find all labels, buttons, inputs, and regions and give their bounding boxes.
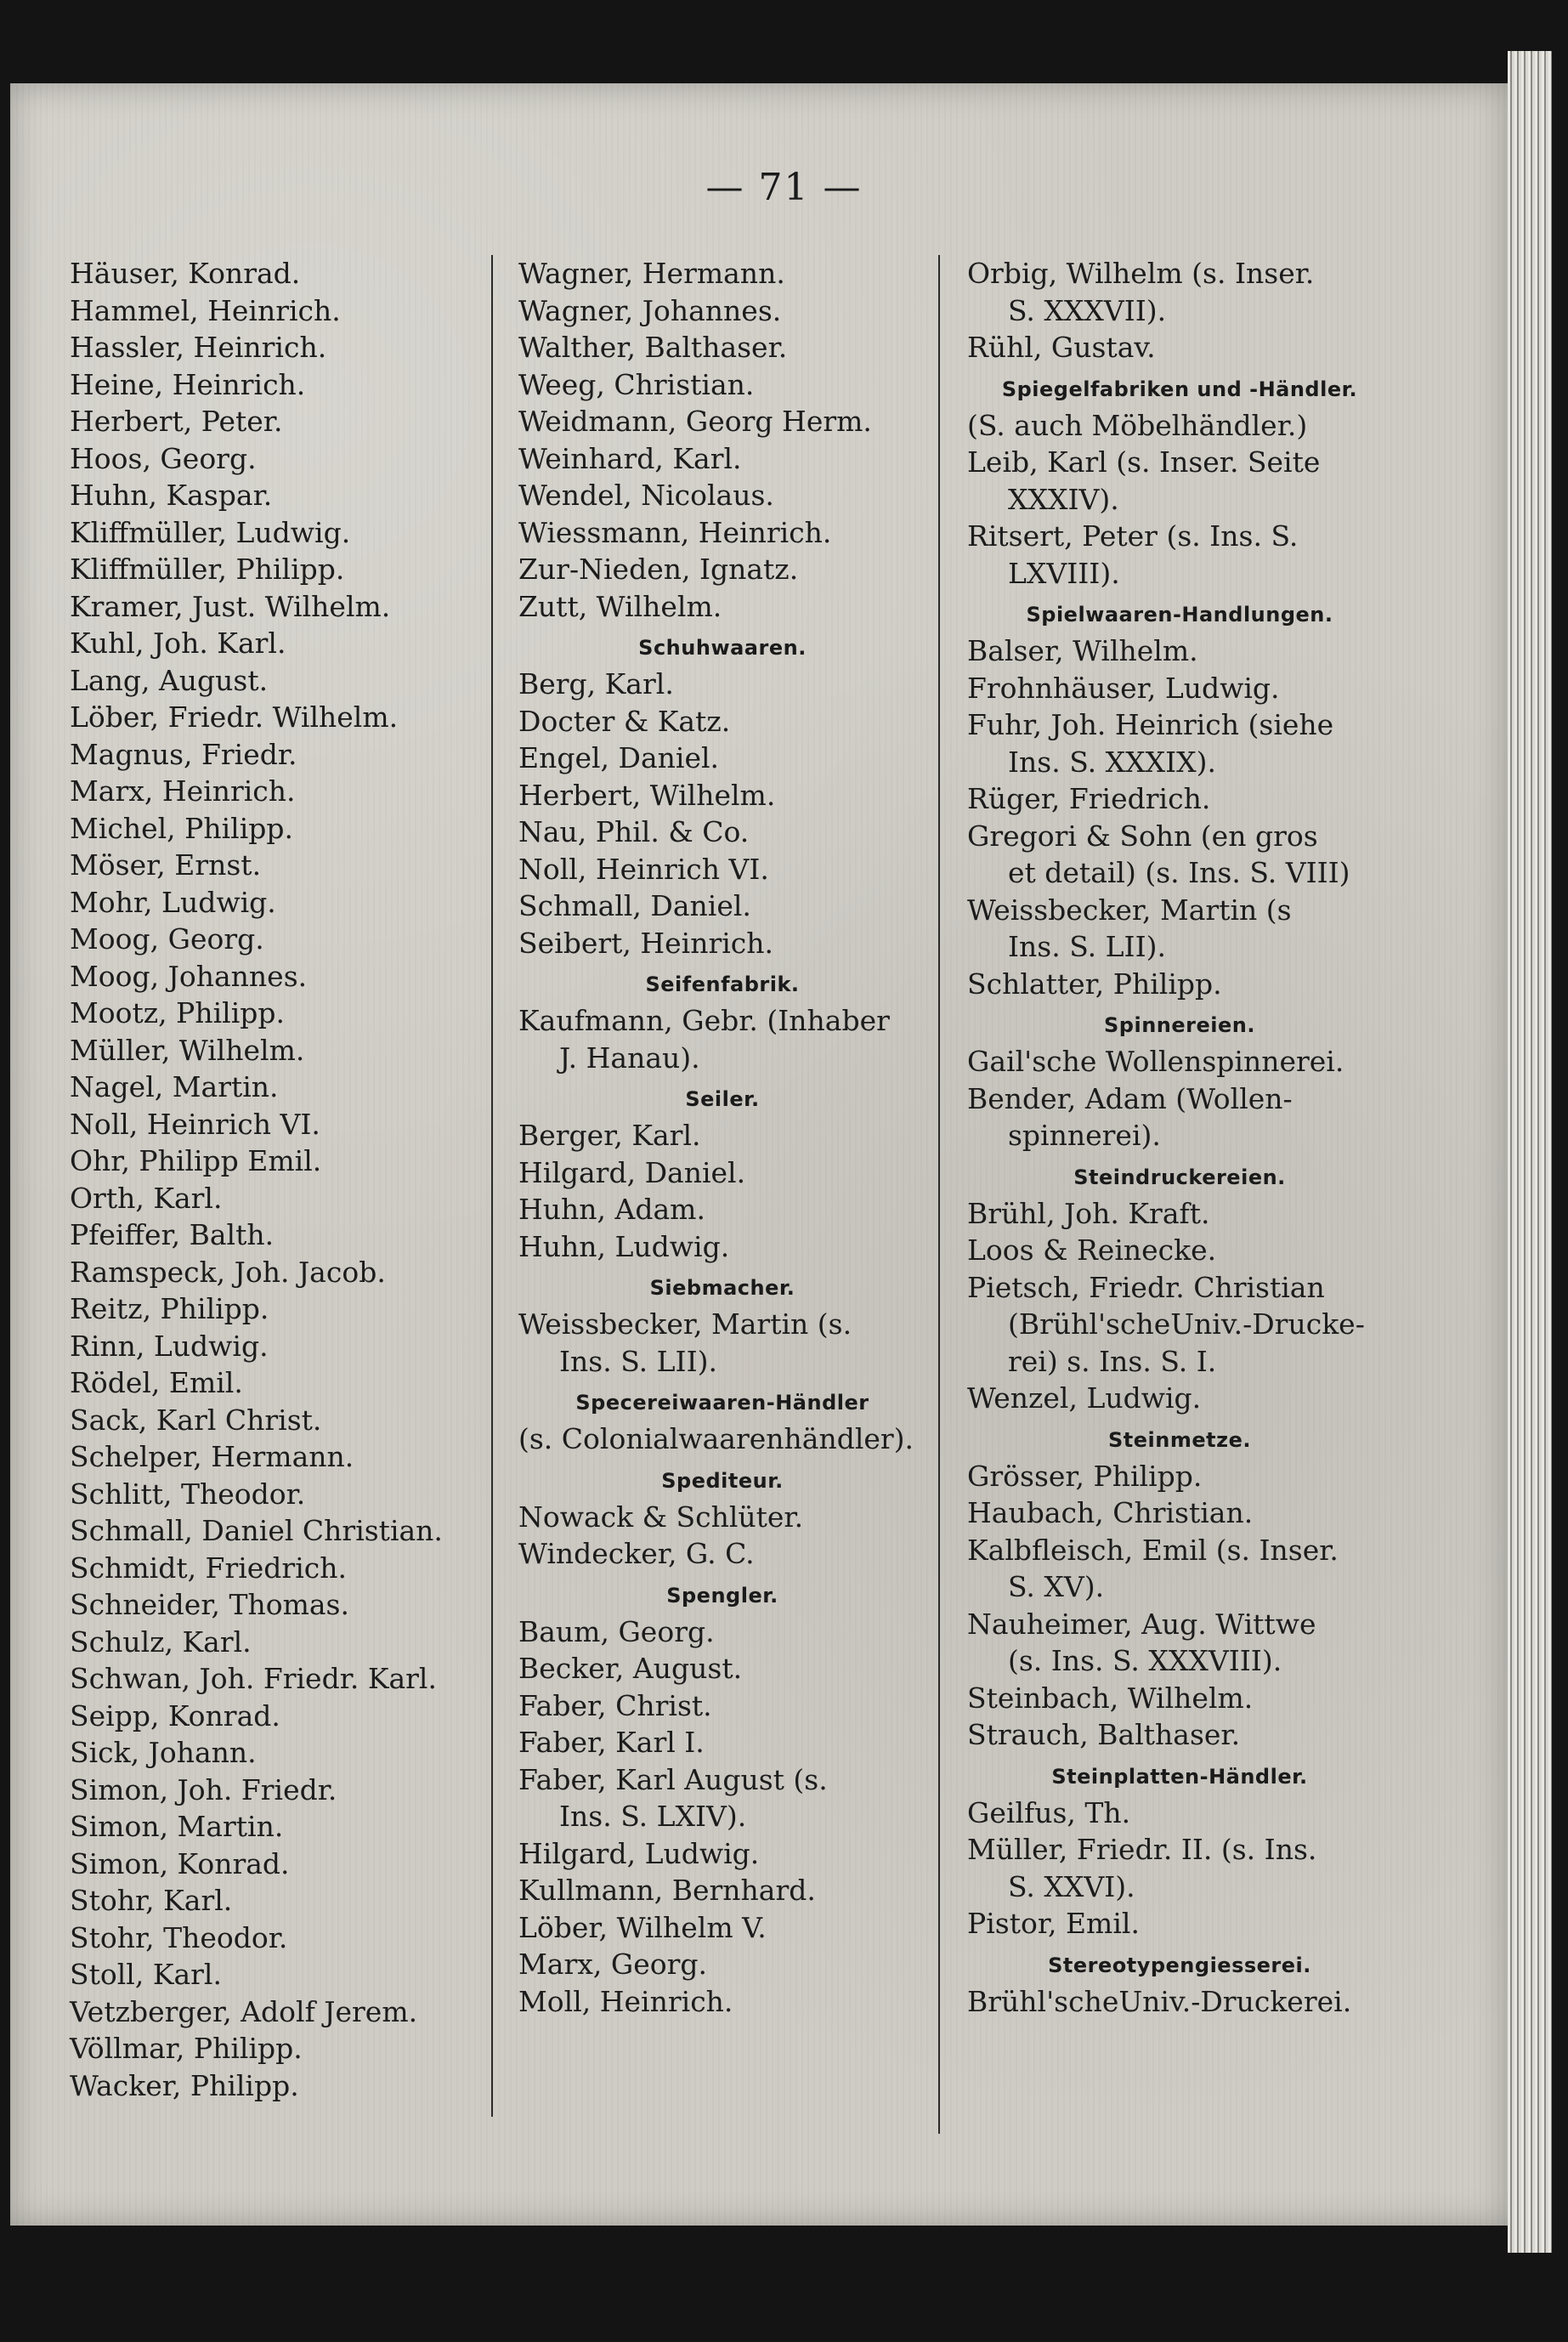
trade-section bbox=[518, 1583, 926, 2021]
column-2 bbox=[518, 255, 926, 2020]
directory-entry: Zur-Nieden, Ignatz. bbox=[518, 553, 799, 586]
entry-line: Nauheimer, Aug. Wittwe bbox=[967, 1607, 1316, 1641]
directory-entry: Vetzberger, Adolf Jerem. bbox=[70, 1994, 418, 2028]
directory-entry: Seipp, Konrad. bbox=[70, 1698, 280, 1732]
directory-entry: Walther, Balthaser. bbox=[518, 331, 788, 364]
section-heading: Stereotypengiesserei. bbox=[1048, 1953, 1311, 1977]
trade-section bbox=[518, 635, 926, 961]
directory-entry: Häuser, Konrad. bbox=[70, 257, 301, 290]
directory-entry: Schmall, Daniel. bbox=[518, 889, 751, 922]
directory-entry: Sick, Johann. bbox=[70, 1736, 257, 1769]
directory-entry: Marx, Heinrich. bbox=[70, 774, 296, 808]
section-heading: Spinnereien. bbox=[1104, 1013, 1255, 1037]
entry-continuation: Ins. S. LII). bbox=[1008, 930, 1166, 963]
directory-entry: Gail'sche Wollenspinnerei. bbox=[967, 1045, 1344, 1078]
trade-section bbox=[518, 1086, 926, 1265]
entry-continuation: Ins. S. LII). bbox=[559, 1344, 717, 1378]
directory-entry: Reitz, Philipp. bbox=[70, 1292, 269, 1325]
entry-continuation: LXVIII). bbox=[1008, 556, 1120, 590]
directory-entry: Nau, Phil. & Co. bbox=[518, 815, 750, 848]
entry-continuation: (Brühl'scheUniv.-Drucke- bbox=[1008, 1307, 1365, 1341]
directory-entry: Simon, Konrad. bbox=[70, 1846, 290, 1880]
directory-entry: Noll, Heinrich VI. bbox=[518, 852, 769, 886]
directory-entry: Seibert, Heinrich. bbox=[518, 926, 774, 960]
directory-entry: Docter & Katz. bbox=[518, 704, 731, 738]
directory-entry: Wagner, Hermann. bbox=[518, 257, 785, 290]
directory-entry: Wendel, Nicolaus. bbox=[518, 479, 774, 512]
entry-continuation: J. Hanau). bbox=[559, 1041, 700, 1075]
entry-line: Gregori & Sohn (en gros bbox=[967, 819, 1318, 853]
entry-continuation: S. XXVI). bbox=[1008, 1869, 1135, 1903]
directory-entry: Völlmar, Philipp. bbox=[70, 2032, 303, 2065]
directory-entry: Grösser, Philipp. bbox=[967, 1459, 1203, 1493]
entry-continuation: (s. Ins. S. XXXVIII). bbox=[1008, 1644, 1282, 1677]
section-heading: Spengler. bbox=[666, 1583, 778, 1608]
trade-section bbox=[967, 602, 1392, 1002]
directory-entry: Herbert, Wilhelm. bbox=[518, 778, 776, 812]
section-heading: Siebmacher. bbox=[649, 1276, 795, 1300]
directory-entry bbox=[967, 444, 1392, 518]
directory-entry bbox=[967, 1080, 1392, 1154]
directory-entry: Mootz, Philipp. bbox=[70, 996, 286, 1029]
directory-entry: Orth, Karl. bbox=[70, 1181, 223, 1215]
directory-entry: Faber, Karl I. bbox=[518, 1726, 705, 1759]
entry-line: Bender, Adam (Wollen- bbox=[967, 1081, 1293, 1115]
directory-entry: Kliffmüller, Philipp. bbox=[70, 553, 345, 586]
entry-continuation: Ins. S. LXIV). bbox=[559, 1800, 747, 1833]
entry-line: Kalbfleisch, Emil (s. Inser. bbox=[967, 1533, 1339, 1567]
directory-entry: Nagel, Martin. bbox=[70, 1070, 279, 1103]
trade-section bbox=[967, 1012, 1392, 1154]
directory-entry: Marx, Georg. bbox=[518, 1948, 707, 1981]
directory-entry bbox=[967, 407, 1392, 445]
directory-entry: Steinbach, Wilhelm. bbox=[967, 1681, 1254, 1715]
directory-entry: Herbert, Peter. bbox=[70, 405, 283, 438]
directory-entry: Schneider, Thomas. bbox=[70, 1588, 349, 1621]
entry-continuation: XXXIV). bbox=[1008, 482, 1119, 516]
directory-entry: Magnus, Friedr. bbox=[70, 737, 297, 771]
column-rule-right bbox=[938, 255, 940, 2134]
directory-entry: Brühl, Joh. Kraft. bbox=[967, 1196, 1210, 1230]
entry-line: Leib, Karl (s. Inser. Seite bbox=[967, 445, 1321, 479]
directory-entry: Ohr, Philipp Emil. bbox=[70, 1144, 322, 1177]
directory-entry: Stoll, Karl. bbox=[70, 1958, 222, 1991]
directory-entry: Wiessmann, Heinrich. bbox=[518, 515, 832, 549]
directory-entry bbox=[967, 818, 1392, 892]
entry-line: Faber, Karl August (s. bbox=[518, 1762, 828, 1796]
directory-entry bbox=[518, 1761, 926, 1835]
section-heading: Schuhwaaren. bbox=[638, 636, 807, 660]
directory-entry: Kuhl, Joh. Karl. bbox=[70, 627, 286, 660]
section-heading: Seifenfabrik. bbox=[645, 973, 800, 996]
directory-entry: Hassler, Heinrich. bbox=[70, 331, 327, 364]
directory-entry bbox=[967, 255, 1392, 329]
directory-entry: Baum, Georg. bbox=[518, 1614, 715, 1648]
directory-entry: Heine, Heinrich. bbox=[70, 367, 306, 401]
directory-entry: Pistor, Emil. bbox=[967, 1907, 1140, 1940]
column-3 bbox=[967, 255, 1392, 2020]
directory-entry bbox=[967, 1831, 1392, 1905]
directory-entry: Zutt, Wilhelm. bbox=[518, 589, 722, 623]
directory-entry: Balser, Wilhelm. bbox=[967, 634, 1198, 667]
directory-entry: Moog, Georg. bbox=[70, 922, 264, 956]
directory-entry: Weinhard, Karl. bbox=[518, 441, 742, 475]
entry-line: Pietsch, Friedr. Christian bbox=[967, 1270, 1325, 1304]
entry-continuation: S. XXXVII). bbox=[1008, 293, 1167, 327]
entry-line: Kaufmann, Gebr. (Inhaber bbox=[518, 1004, 890, 1037]
section-heading: Steindruckereien. bbox=[1073, 1165, 1286, 1189]
directory-entry: Huhn, Adam. bbox=[518, 1193, 705, 1226]
directory-entry: Schlitt, Theodor. bbox=[70, 1477, 306, 1511]
directory-entry: Becker, August. bbox=[518, 1652, 743, 1685]
directory-entry: Stohr, Theodor. bbox=[70, 1920, 288, 1954]
directory-entry: Moog, Johannes. bbox=[70, 959, 308, 993]
directory-entry: Hilgard, Daniel. bbox=[518, 1155, 746, 1189]
entry-line: Ritsert, Peter (s. Ins. S. bbox=[967, 519, 1299, 553]
directory-entry: Müller, Wilhelm. bbox=[70, 1033, 305, 1067]
directory-entry: Hilgard, Ludwig. bbox=[518, 1836, 760, 1870]
directory-entry: Wagner, Johannes. bbox=[518, 293, 782, 327]
directory-entry: Wenzel, Ludwig. bbox=[967, 1381, 1202, 1415]
directory-entry: Schelper, Hermann. bbox=[70, 1440, 354, 1473]
trade-section bbox=[518, 1390, 926, 1458]
directory-entry bbox=[967, 706, 1392, 780]
directory-entry: Faber, Christ. bbox=[518, 1688, 712, 1722]
directory-entry: Berger, Karl. bbox=[518, 1119, 701, 1152]
directory-entry: Stohr, Karl. bbox=[70, 1884, 233, 1917]
directory-entry bbox=[518, 1002, 926, 1076]
directory-entry: Strauch, Balthaser. bbox=[967, 1718, 1241, 1751]
section-heading: Spielwaaren-Handlungen. bbox=[1026, 603, 1333, 627]
directory-entry: Huhn, Ludwig. bbox=[518, 1229, 730, 1263]
trade-section bbox=[518, 1275, 926, 1380]
directory-entry bbox=[967, 892, 1392, 966]
directory-entry: Wacker, Philipp. bbox=[70, 2068, 299, 2102]
entry-line: Weissbecker, Martin (s bbox=[967, 893, 1292, 927]
entry-continuation: S. XV). bbox=[1008, 1570, 1105, 1603]
directory-entry: Geilfus, Th. bbox=[967, 1795, 1131, 1829]
directory-entry: Löber, Friedr. Wilhelm. bbox=[70, 700, 399, 734]
directory-entry: Huhn, Kaspar. bbox=[70, 479, 273, 512]
entry-continuation: spinnerei). bbox=[1008, 1119, 1161, 1152]
directory-entry: Rödel, Emil. bbox=[70, 1366, 243, 1399]
directory-entry: Pfeiffer, Balth. bbox=[70, 1218, 275, 1251]
directory-entry bbox=[967, 1532, 1392, 1606]
section-heading: Steinmetze. bbox=[1108, 1427, 1251, 1452]
entry-continuation: et detail) (s. Ins. S. VIII) bbox=[1008, 856, 1350, 889]
trade-section bbox=[518, 1468, 926, 1573]
directory-entry: Rüger, Friedrich. bbox=[967, 782, 1211, 815]
directory-entry: Kullmann, Bernhard. bbox=[518, 1874, 816, 1907]
directory-entry: Simon, Martin. bbox=[70, 1810, 284, 1843]
trade-section bbox=[518, 972, 926, 1076]
directory-entry: Loos & Reinecke. bbox=[967, 1233, 1217, 1267]
directory-entry: Hammel, Heinrich. bbox=[70, 293, 341, 327]
directory-entry bbox=[967, 1606, 1392, 1680]
directory-entry: Windecker, G. C. bbox=[518, 1537, 755, 1570]
directory-entry: Simon, Joh. Friedr. bbox=[70, 1772, 337, 1806]
directory-entry: Schlatter, Philipp. bbox=[967, 967, 1222, 1001]
directory-entry: Moll, Heinrich. bbox=[518, 1984, 733, 2018]
directory-entry: Michel, Philipp. bbox=[70, 811, 294, 845]
directory-entry: Frohnhäuser, Ludwig. bbox=[967, 671, 1280, 705]
trade-section bbox=[967, 1953, 1392, 2021]
trade-section bbox=[967, 1427, 1392, 1754]
directory-entry: Rinn, Ludwig. bbox=[70, 1329, 269, 1363]
directory-entry: Nowack & Schlüter. bbox=[518, 1500, 804, 1534]
entry-line: (S. auch Möbelhändler.) bbox=[967, 408, 1308, 442]
book-page-edges bbox=[1508, 51, 1552, 2253]
directory-entry: Schwan, Joh. Friedr. Karl. bbox=[70, 1662, 437, 1695]
directory-entry: Schmall, Daniel Christian. bbox=[70, 1514, 443, 1547]
directory-entry: Kliffmüller, Ludwig. bbox=[70, 515, 351, 549]
entry-line: Orbig, Wilhelm (s. Inser. bbox=[967, 257, 1315, 290]
directory-entry: Engel, Daniel. bbox=[518, 741, 720, 774]
directory-entry: Noll, Heinrich VI. bbox=[70, 1107, 320, 1141]
section-heading: Spiegelfabriken und -Händler. bbox=[1001, 377, 1358, 401]
directory-entry: Brühl'scheUniv.-Druckerei. bbox=[967, 1984, 1352, 2018]
entry-line: Weissbecker, Martin (s. bbox=[518, 1307, 852, 1341]
entry-continuation: rei) s. Ins. S. I. bbox=[1008, 1344, 1217, 1378]
directory-entry: Haubach, Christian. bbox=[967, 1496, 1254, 1529]
section-heading: Specereiwaaren-Händler bbox=[575, 1391, 869, 1415]
directory-entry bbox=[967, 518, 1392, 592]
entry-line: Müller, Friedr. II. (s. Ins. bbox=[967, 1833, 1317, 1866]
section-heading: Steinplatten-Händler. bbox=[1051, 1764, 1308, 1789]
directory-entry: Löber, Wilhelm V. bbox=[518, 1910, 767, 1944]
directory-entry: Sack, Karl Christ. bbox=[70, 1403, 322, 1437]
column-1 bbox=[70, 255, 495, 2104]
directory-entry: Rühl, Gustav. bbox=[967, 331, 1156, 364]
entry-line: Fuhr, Joh. Heinrich (siehe bbox=[967, 708, 1334, 741]
trade-section bbox=[967, 1165, 1392, 1417]
section-heading: Spediteur. bbox=[661, 1468, 784, 1493]
directory-entry: Schulz, Karl. bbox=[70, 1625, 252, 1659]
entry-continuation: Ins. S. XXXIX). bbox=[1008, 745, 1216, 779]
directory-entry: Berg, Karl. bbox=[518, 667, 674, 700]
directory-entry: Kramer, Just. Wilhelm. bbox=[70, 589, 391, 623]
directory-entry: (s. Colonialwaarenhändler). bbox=[518, 1422, 914, 1455]
directory-entry: Weidmann, Georg Herm. bbox=[518, 405, 872, 438]
directory-entry bbox=[967, 1269, 1392, 1381]
page-number: — 71 — bbox=[705, 166, 863, 209]
trade-section bbox=[967, 1764, 1392, 1942]
directory-entry: Schmidt, Friedrich. bbox=[70, 1551, 347, 1585]
directory-entry: Mohr, Ludwig. bbox=[70, 885, 276, 919]
directory-entry: Weeg, Christian. bbox=[518, 367, 755, 401]
section-heading: Seiler. bbox=[685, 1087, 760, 1111]
directory-entry: Lang, August. bbox=[70, 663, 269, 697]
directory-entry: Ramspeck, Joh. Jacob. bbox=[70, 1255, 386, 1289]
directory-entry bbox=[518, 1306, 926, 1380]
trade-section bbox=[967, 377, 1392, 593]
directory-entry: Möser, Ernst. bbox=[70, 848, 262, 882]
directory-entry: Hoos, Georg. bbox=[70, 441, 257, 475]
